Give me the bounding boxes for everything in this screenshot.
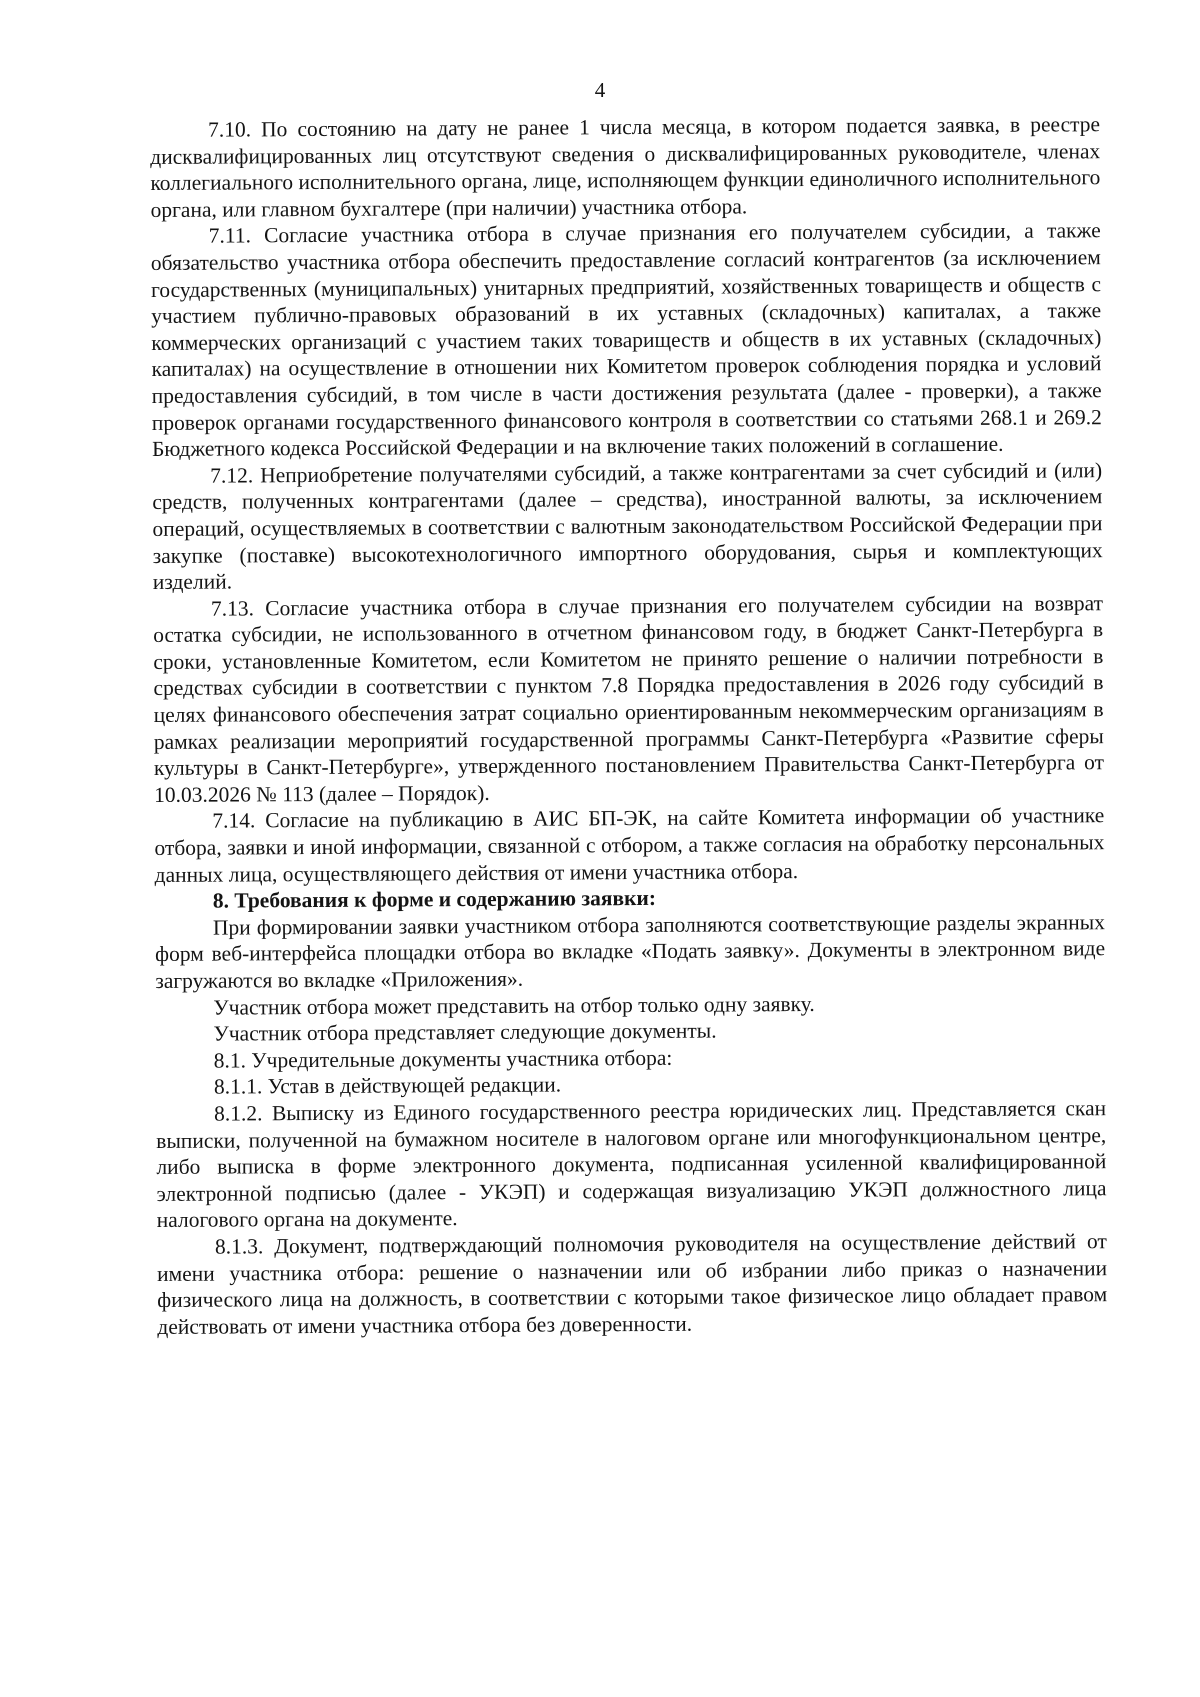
paragraph-8-1: 8.1. Учредительные документы участника отбора: <box>213 1045 673 1073</box>
paragraph-application-forms: При формировании заявки участником отбора заполняются соответствующие разделы экранных форм веб-интерфейса площадки отбора во вкладке «Подать заявку». Документы в электронном виде загружаются во вкладке «Приложения». <box>155 909 1106 993</box>
page-number: 4 <box>594 78 606 102</box>
section-8-heading: 8. Требования к форме и содержанию заявки: <box>212 886 657 913</box>
paragraph-7-13: 7.13. Согласие участника отбора в случае признания его получателем субсидии на возврат остатка субсидии, не использованного в отчетном финансовом году, в бюджет Санкт-Петербурга в сроки, установленные Комитетом, если Комитетом не принято решение о наличии потребности в средствах субсидии в соответствии с пунктом 7.8 Порядка предоставления в 2026 году субсидий в целях финансового обеспечения затрат социально ориентированным некоммерческим организациям в рамках реализации мероприятий государственной программы Санкт-Петербурга «Развитие сферы культуры в Санкт-Петербурге», утвержденного постановлением Правительства Санкт-Петербурга от 10.03.2026 № 113 (далее – Порядок). <box>153 590 1105 807</box>
document-body <box>150 111 1107 1340</box>
paragraph-8-1-3: 8.1.3. Документ, подтверждающий полномочия руководителя на осуществление действий от имени участника отбора: решение о назначении или об избрании либо приказ о назначении физического лица на должность, в соответствии с которыми такое физическое лицо обладает правом действовать от имени участника отбора без доверенности. <box>156 1229 1108 1339</box>
paragraph-7-14: 7.14. Согласие на публикацию в АИС БП-ЭК, на сайте Комитета информации об участнике отбора, заявки и иной информации, связанной с отбором, а также согласия на обработку персональных данных лица, осуществляющего действия от имени участника отбора. <box>154 803 1105 887</box>
paragraph-one-application: Участник отбора может представить на отбор только одну заявку. <box>213 991 815 1020</box>
paragraph-7-11: 7.11. Согласие участника отбора в случае признания его получателем субсидии, а также обязательство участника отбора обеспечить предоставление согласий контрагентов (за исключением государственных (муниципальных) унитарных предприятий, хозяйственных товариществ и обществ с участием публично-правовых образований в их уставных (складочных) капиталах, а также коммерческих организаций с участием таких товариществ и обществ в их уставных (складочных) капиталах) на осуществление в отношении них Комитетом проверок соблюдения порядка и условий предоставления субсидий, в том числе в части достижения результата (далее - проверки), а также проверок органами государственного финансового контроля в соответствии со статьями 268.1 и 269.2 Бюджетного кодекса Российской Федерации и на включение таких положений в соглашение. <box>150 218 1102 462</box>
paragraph-8-1-1: 8.1.1. Устав в действующей редакции. <box>213 1072 562 1100</box>
paragraph-8-1-2: 8.1.2. Выписку из Единого государственного реестра юридических лиц. Представляется скан выписки, полученной на бумажном носителе в налоговом органе или многофункциональном центре, либо выписка в форме электронного документа, подписанная усиленной квалифицированной электронной подписью (далее - УКЭП) и содержащая визуализацию УКЭП должностного лица налогового органа на документе. <box>156 1096 1107 1233</box>
paragraph-7-10: 7.10. По состоянию на дату не ранее 1 числа месяца, в котором подается заявка, в реестре дисквалифицированных лиц отсутствуют сведения о дисквалифицированных руководителе, членах коллегиального исполнительного органа, лице, исполняющем функции единоличного исполнительного органа, или главном бухгалтере (при наличии) участника отбора. <box>150 112 1101 222</box>
paragraph-documents-intro: Участник отбора представляет следующие документы. <box>213 1018 717 1046</box>
paragraph-7-12: 7.12. Неприобретение получателями субсидий, а также контрагентами за счет субсидий и (или) средств, полученных контрагентами (далее – средства), иностранной валюты, за исключением операций, осуществляемых в соответствии с валютным законодательством Российской Федерации при закупке (поставке) высокотехнологичного импортного оборудования, сырья и комплектующих изделий. <box>152 457 1103 595</box>
